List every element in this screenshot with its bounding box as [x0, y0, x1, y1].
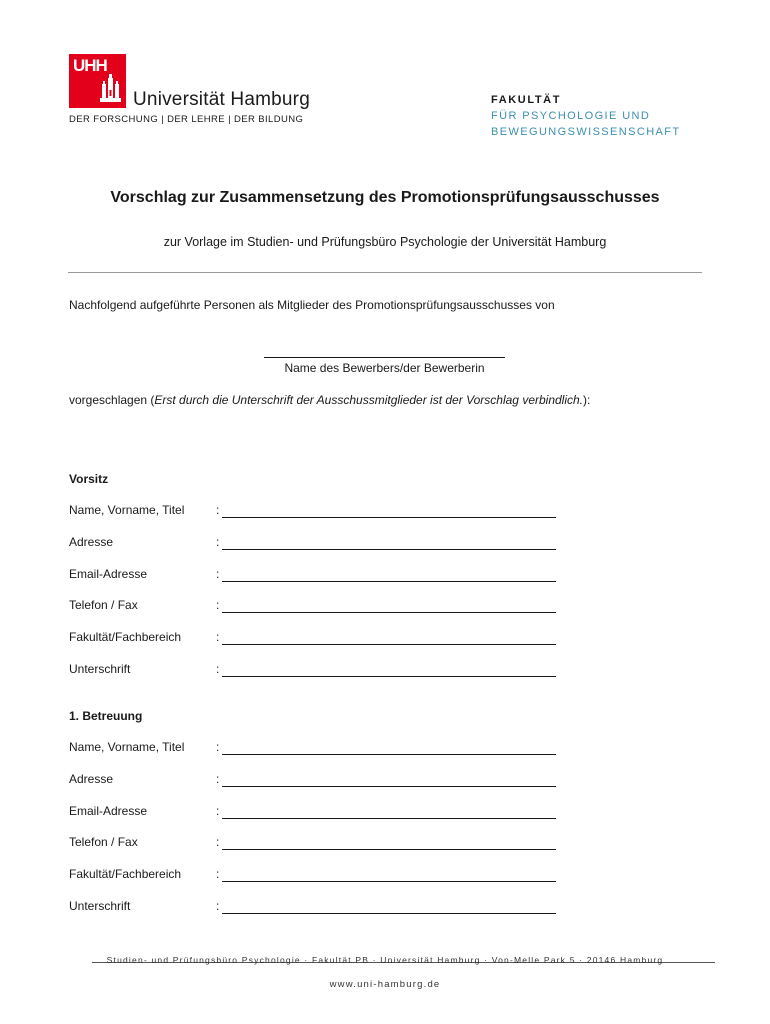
field-colon: :: [216, 662, 220, 676]
field-colon: :: [216, 740, 220, 754]
field-label: Telefon / Fax: [69, 835, 138, 849]
proposed-prefix: vorgeschlagen (: [69, 393, 155, 407]
proposed-suffix: ):: [583, 393, 591, 407]
castle-icon: [69, 54, 126, 108]
field-colon: :: [216, 598, 220, 612]
intro-text: Nachfolgend aufgeführte Personen als Mitglieder des Promotionsprüfungsausschusses von: [69, 298, 555, 312]
field-input-line[interactable]: [222, 612, 556, 613]
field-input-line[interactable]: [222, 754, 556, 755]
field-input-line[interactable]: [222, 913, 556, 914]
candidate-name-field[interactable]: [264, 347, 505, 358]
field-input-line[interactable]: [222, 517, 556, 518]
field-colon: :: [216, 567, 220, 581]
faculty-line-2: FÜR PSYCHOLOGIE UND: [491, 110, 651, 122]
faculty-line-3: BEWEGUNGSWISSENSCHAFT: [491, 126, 681, 138]
field-input-line[interactable]: [222, 549, 556, 550]
divider: [68, 272, 702, 273]
university-tagline: DER FORSCHUNG | DER LEHRE | DER BILDUNG: [69, 114, 304, 125]
field-label: Name, Vorname, Titel: [69, 503, 185, 517]
field-colon: :: [216, 772, 220, 786]
footer-address: Studien- und Prüfungsbüro Psychologie · Fakultät PB · Universität Hamburg · Von-Melle Park 5 · 20146 Hamburg: [106, 955, 664, 965]
field-label: Unterschrift: [69, 899, 131, 913]
document-title: Vorschlag zur Zusammensetzung des Promotionsprüfungsausschusses: [110, 189, 660, 206]
field-label: Adresse: [69, 535, 114, 549]
candidate-name-label: Name des Bewerbers/der Bewerberin: [284, 361, 485, 375]
field-label: Name, Vorname, Titel: [69, 740, 185, 754]
field-input-line[interactable]: [222, 644, 556, 645]
field-label: Email-Adresse: [69, 567, 148, 581]
university-logo: [69, 54, 126, 108]
section-heading-betreuung: 1. Betreuung: [69, 709, 143, 723]
field-colon: :: [216, 630, 220, 644]
field-colon: :: [216, 867, 220, 881]
logo-uhh-text: UHH: [73, 56, 107, 75]
field-label: Adresse: [69, 772, 114, 786]
proposed-note: Erst durch die Unterschrift der Ausschussmitglieder ist der Vorschlag verbindlich.: [154, 393, 584, 407]
field-input-line[interactable]: [222, 881, 556, 882]
field-label: Fakultät/Fachbereich: [69, 630, 182, 644]
field-colon: :: [216, 535, 220, 549]
field-colon: :: [216, 835, 220, 849]
field-label: Telefon / Fax: [69, 598, 138, 612]
field-label: Fakultät/Fachbereich: [69, 867, 182, 881]
proposed-text: [69, 393, 590, 407]
field-input-line[interactable]: [222, 676, 556, 677]
footer-url[interactable]: www.uni-hamburg.de: [329, 979, 441, 990]
field-label: Unterschrift: [69, 662, 131, 676]
field-input-line[interactable]: [222, 786, 556, 787]
field-colon: :: [216, 899, 220, 913]
field-input-line[interactable]: [222, 581, 556, 582]
faculty-line-1: FAKULTÄT: [491, 94, 562, 106]
field-label: Email-Adresse: [69, 804, 148, 818]
field-input-line[interactable]: [222, 849, 556, 850]
section-heading-vorsitz: Vorsitz: [69, 472, 109, 486]
field-colon: :: [216, 503, 220, 517]
university-name: Universität Hamburg: [133, 89, 310, 110]
document-subtitle: zur Vorlage im Studien- und Prüfungsbüro Psychologie der Universität Hamburg: [163, 235, 607, 249]
field-input-line[interactable]: [222, 818, 556, 819]
field-colon: :: [216, 804, 220, 818]
